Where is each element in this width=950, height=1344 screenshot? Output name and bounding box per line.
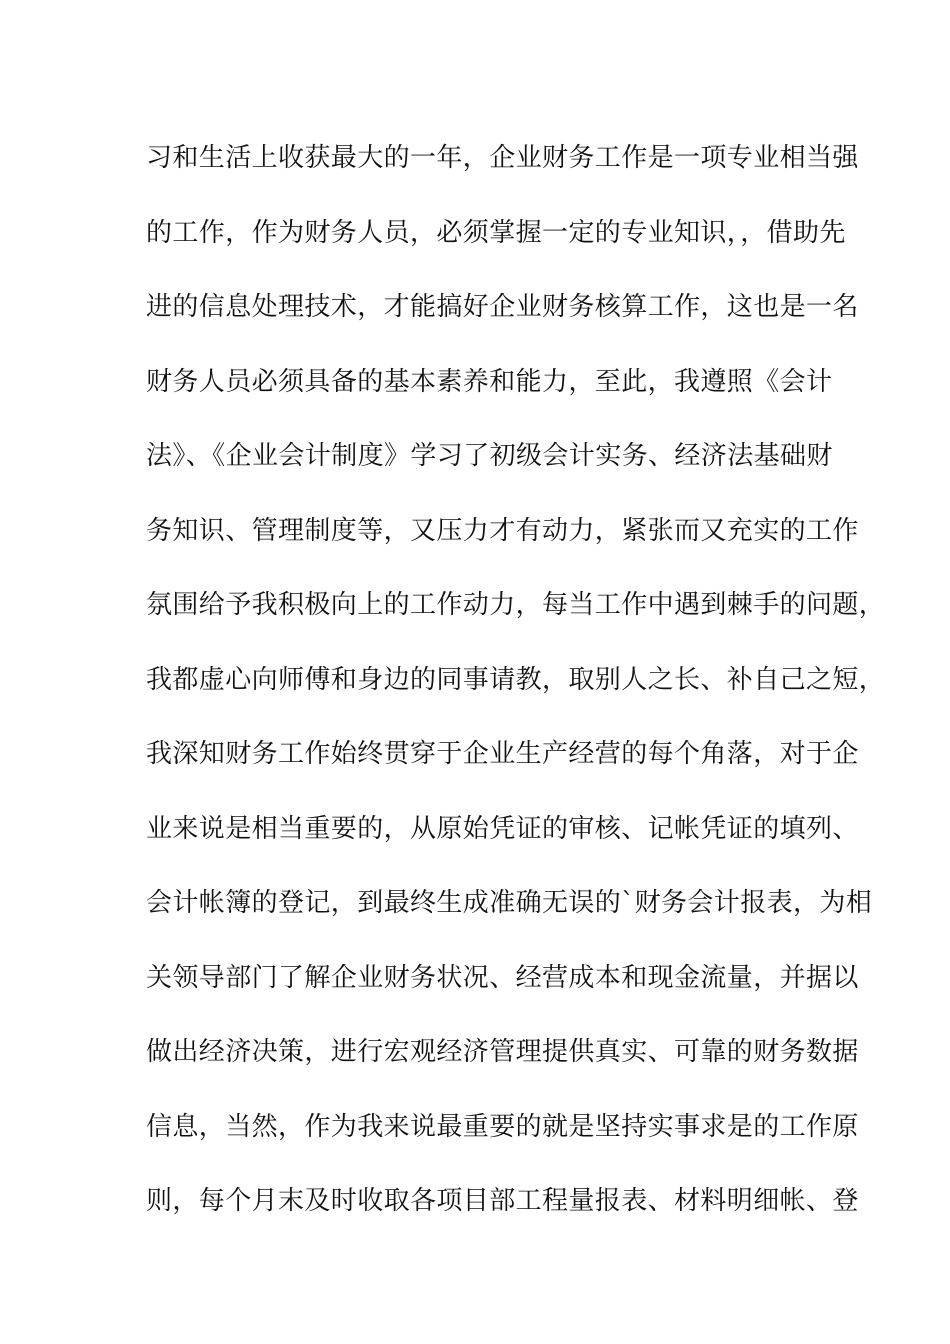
text-line: 关领导部门了解企业财务状况、经营成本和现金流量，并据以 bbox=[146, 962, 859, 993]
text-line: 的工作，作为财务人员，必须掌握一定的专业知识，，借助先 bbox=[146, 217, 846, 248]
body-paragraph bbox=[146, 133, 886, 1251]
text-line: 财务人员必须具备的基本素养和能力，至此，我遵照《会计 bbox=[146, 366, 833, 397]
text-line: 氛围给予我积极向上的工作动力，每当工作中遇到棘手的问题， bbox=[146, 590, 886, 620]
text-line: 法》、《企业会计制度》学习了初级会计实务、经济法基础财 bbox=[146, 441, 833, 471]
text-line: 务知识、管理制度等，又压力才有动力，紧张而又充实的工作 bbox=[146, 515, 859, 546]
text-line: 习和生活上收获最大的一年，企业财务工作是一项专业相当强 bbox=[146, 143, 859, 173]
text-line: 进的信息处理技术，才能搞好企业财务核算工作，这也是一名 bbox=[146, 292, 859, 322]
text-line: 我都虚心向师傅和身边的同事请教，取别人之长、补自己之短， bbox=[146, 664, 886, 695]
text-line: 做出经济决策，进行宏观经济管理提供真实、可靠的财务数据 bbox=[146, 1037, 859, 1067]
text-line: 则，每个月末及时收取各项目部工程量报表、材料明细帐、登 bbox=[146, 1186, 859, 1216]
text-line: 会计帐簿的登记，到最终生成准确无误的`财务会计报表，为相 bbox=[146, 888, 873, 918]
text-line: 信息，当然，作为我来说最重要的就是坚持实事求是的工作原 bbox=[146, 1111, 859, 1142]
text-line: 我深知财务工作始终贯穿于企业生产经营的每个角落，对于企 bbox=[146, 739, 859, 769]
text-line: 业来说是相当重要的，从原始凭证的审核、记帐凭证的填列、 bbox=[146, 813, 859, 844]
